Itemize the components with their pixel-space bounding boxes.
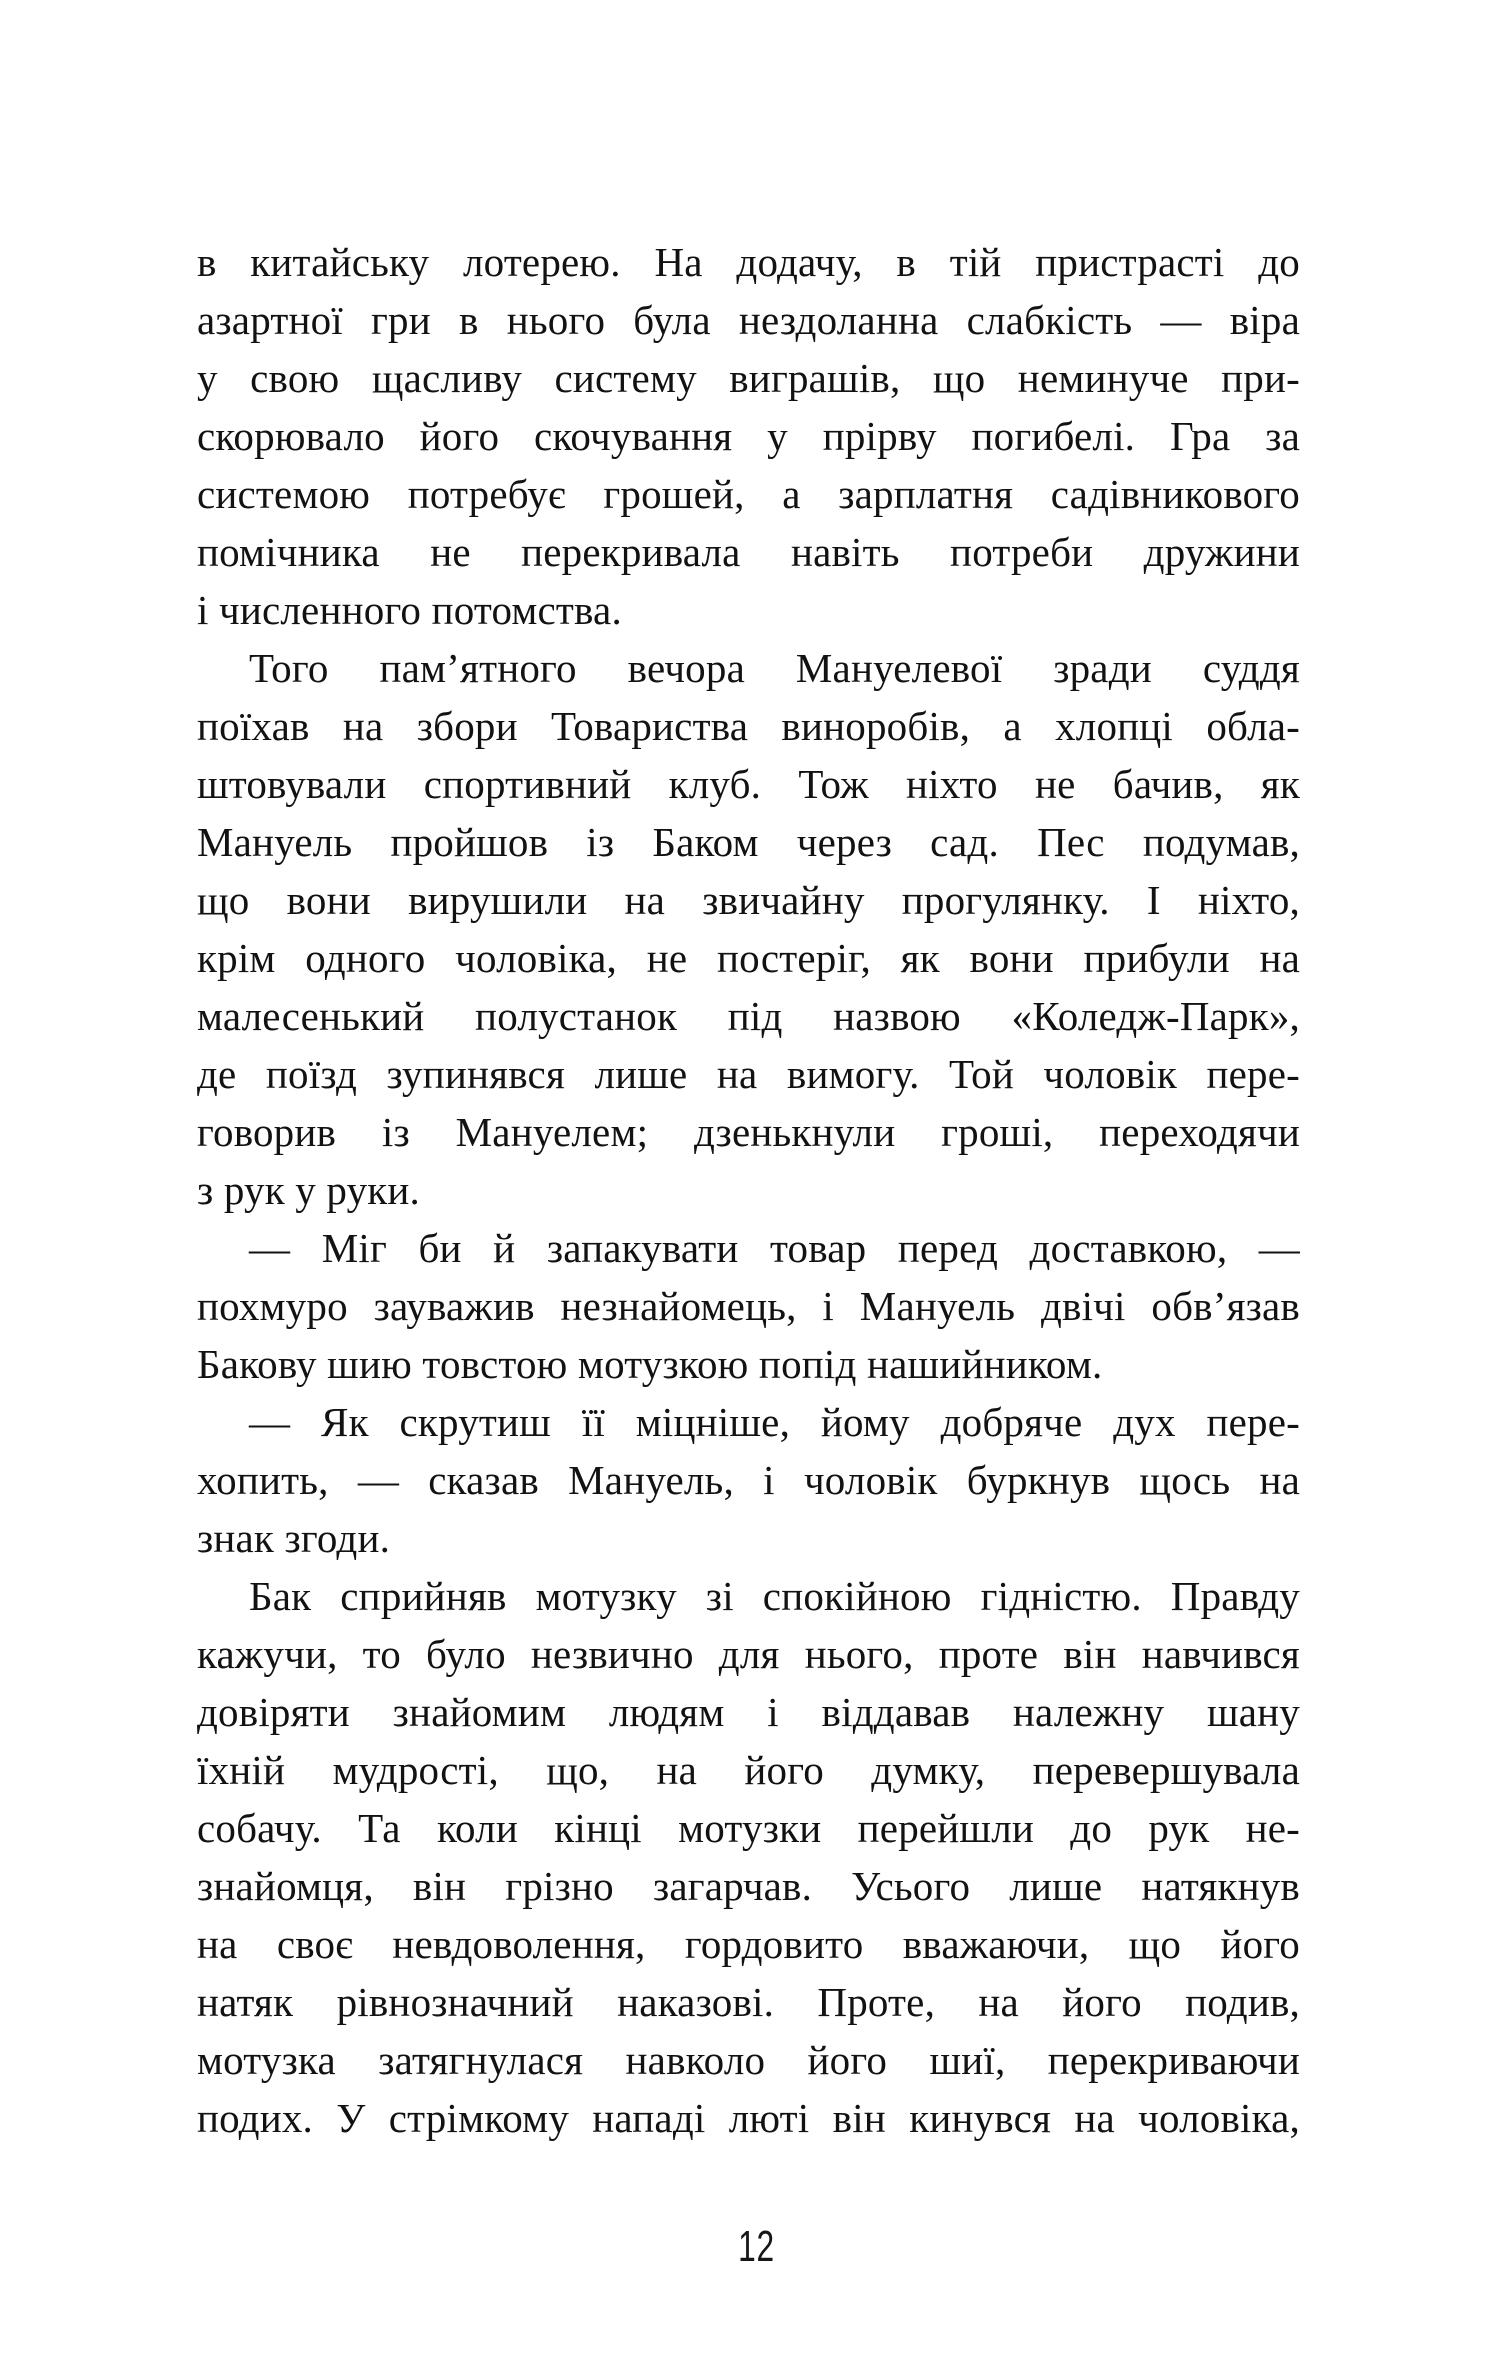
page-text <box>197 233 1300 2147</box>
text-line: малесенький полустанок під назвою «Коледж-Парк», <box>197 993 1300 1039</box>
text-line: поїхав на збори Товариства виноробів, а хлопці обла- <box>197 703 1300 749</box>
text-line: в китайську лотерею. На додачу, в тій пристрасті до <box>197 239 1300 285</box>
text-line: говорив із Мануелем; дзенькнули гроші, переходячи <box>197 1109 1300 1155</box>
page-number <box>0 2222 1512 2272</box>
text-line: азартної гри в нього була нездоланна слабкість — віра <box>197 297 1300 343</box>
text-line: подих. У стрімкому нападі люті він кинувся на чоловіка, <box>197 2095 1300 2141</box>
text-line: помічника не перекривала навіть потреби дружини <box>197 529 1300 575</box>
paragraph <box>197 233 1300 639</box>
paragraph <box>197 1393 1300 1567</box>
page-number-value: 12 <box>737 2222 775 2271</box>
text-line: їхній мудрості, що, на його думку, перевершувала <box>197 1747 1300 1793</box>
text-line: собачу. Та коли кінці мотузки перейшли до рук не- <box>197 1805 1300 1851</box>
text-line: з рук у руки. <box>197 1167 420 1213</box>
text-line: Бак сприйняв мотузку зі спокійною гідністю. Правду <box>249 1573 1300 1619</box>
text-line: де поїзд зупинявся лише на вимогу. Той чоловік пере- <box>197 1051 1300 1097</box>
text-line: похмуро зауважив незнайомець, і Мануель двічі обв’язав <box>197 1283 1300 1329</box>
text-line: Мануель пройшов із Баком через сад. Пес подумав, <box>197 819 1300 865</box>
text-line: знайомця, він грізно загарчав. Усього лише натякнув <box>197 1863 1300 1909</box>
text-line: у свою щасливу систему виграшів, що неминуче при- <box>197 355 1300 401</box>
text-line: на своє невдоволення, гордовито вважаючи, що його <box>197 1921 1300 1967</box>
text-line: що вони вирушили на звичайну прогулянку. І ніхто, <box>197 877 1300 923</box>
text-line: знак згоди. <box>197 1515 391 1561</box>
text-line: кажучи, то було незвично для нього, проте він навчився <box>197 1631 1300 1677</box>
paragraph <box>197 1219 1300 1393</box>
text-line: системою потребує грошей, а зарплатня садівникового <box>197 471 1300 517</box>
text-line: — Як скрутиш її міцніше, йому добряче дух пере- <box>249 1399 1300 1445</box>
paragraph <box>197 1567 1300 2147</box>
text-line: мотузка затягнулася навколо його шиї, перекриваючи <box>197 2037 1300 2083</box>
text-line: і численного потомства. <box>197 587 622 633</box>
text-line: Бакову шию товстою мотузкою попід нашийником. <box>197 1341 1103 1387</box>
text-line: довіряти знайомим людям і віддавав належну шану <box>197 1689 1300 1735</box>
text-line: скорювало його скочування у прірву погибелі. Гра за <box>197 413 1300 459</box>
paragraph <box>197 639 1300 1219</box>
text-line: — Міг би й запакувати товар перед доставкою, — <box>249 1225 1300 1271</box>
text-line: Того пам’ятного вечора Мануелевої зради суддя <box>249 645 1300 691</box>
text-line: штовували спортивний клуб. Тож ніхто не бачив, як <box>197 761 1300 807</box>
text-line: крім одного чоловіка, не постеріг, як вони прибули на <box>197 935 1300 981</box>
text-line: натяк рівнозначний наказові. Проте, на його подив, <box>197 1979 1300 2025</box>
text-line: хопить, — сказав Мануель, і чоловік буркнув щось на <box>197 1457 1300 1503</box>
